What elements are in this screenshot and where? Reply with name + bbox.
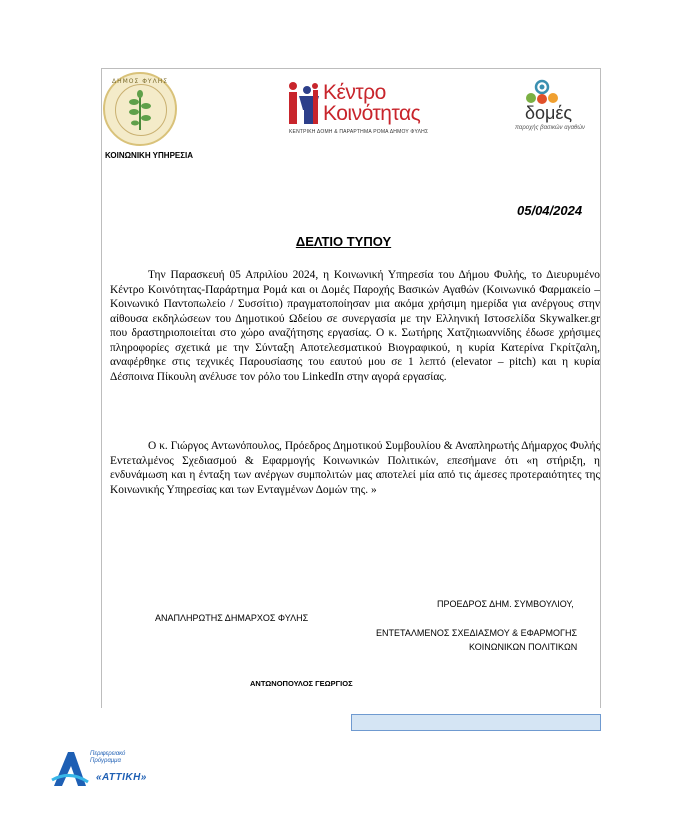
document-date: 05/04/2024 (517, 203, 583, 218)
attiki-program-logo (50, 742, 160, 798)
signature-line-3: ΕΝΤΕΤΑΛΜΕΝΟΣ ΣΧΕΔΙΑΣΜΟΥ & ΕΦΑΡΜΟΓΗΣ (376, 628, 578, 638)
kentro-title-line2: Κοινότητας (323, 102, 421, 125)
department-label: ΚΟΙΝΩΝΙΚΗ ΥΠΗΡΕΣΙΑ (105, 151, 194, 160)
signature-line-4: ΚΟΙΝΩΝΙΚΩΝ ΠΟΛΙΤΙΚΩΝ (469, 642, 578, 652)
paragraph-2: Ο κ. Γιώργος Αντωνόπουλος, Πρόεδρος Δημοτικού Συμβουλίου & Αναπληρωτής Δήμαρχος Φυλής Εντεταλμένος Σχεδιασμού & Εφαρμογής Κοινωνικών Πολιτικών, επεσήμανε ότι «η στήριξη, η ενδυνάμωση και η ένταξη των ανέργων συμπολιτών μας αποτελεί μία από τις άμεσες προτεραιότητες της Κοινωνικής Υπηρεσίας και των Ενταγμένων Δομών της. » (110, 440, 600, 496)
document-title-text: ΔΕΛΤΙΟ ΤΥΠΟΥ (295, 234, 392, 249)
domes-name: δομές (525, 103, 573, 123)
kentro-koinotitas-logo (285, 80, 455, 140)
signature-line-2: ΑΝΑΠΛΗΡΩΤΗΣ ΔΗΜΑΡΧΟΣ ΦΥΛΗΣ (155, 613, 309, 623)
people-icon (285, 80, 321, 126)
domes-logo (505, 78, 595, 140)
kentro-subtitle: ΚΕΝΤΡΙΚΗ ΔΟΜΗ & ΠΑΡΑΡΤΗΜΑ ΡΟΜΑ ΔΗΜΟΥ ΦΥΛΗΣ (289, 129, 429, 135)
municipality-seal-logo (103, 72, 177, 146)
attiki-a-icon (50, 746, 90, 792)
program-line-1: Περιφερειακό (90, 751, 126, 757)
program-line-2: Πρόγραμμα (90, 758, 121, 764)
signature-line-1: ΠΡΟΕΔΡΟΣ ΔΗΜ. ΣΥΜΒΟΥΛΙΟΥ, (437, 599, 574, 609)
signatory-name: ΑΝΤΩΝΟΠΟΥΛΟΣ ΓΕΩΡΓΙΟΣ (250, 679, 353, 688)
page-border-top (101, 68, 601, 69)
page-border-right (600, 68, 601, 708)
kentro-title-line1: Κέντρο (323, 81, 386, 104)
highlighted-box (351, 714, 601, 731)
document-title (0, 234, 691, 249)
page-border-left (101, 68, 102, 708)
domes-subtitle: παροχής βασικών αγαθών (515, 125, 585, 131)
tree-icon (105, 74, 175, 144)
program-name: «ΑΤΤΙΚΗ» (96, 772, 147, 783)
seal-text: ΔΗΜΟΣ ΦΥΛΗΣ (111, 78, 168, 85)
paragraph-1: Την Παρασκευή 05 Απριλίου 2024, η Κοινωνική Υπηρεσία του Δήμου Φυλής, το Διευρυμένο Κέντρο Κοινότητας-Παράρτημα Ρομά και οι Δομές Παροχής Βασικών Αγαθών (Κοινωνικό Φαρμακείο – Κοινωνικό Παντοπωλείο / Συσσίτιο) πραγματοποίησαν μια ακόμα χρήσιμη ημερίδα για ανέργους στην αίθουσα εκδηλώσεων του Δημοτικού Ωδείου σε συνεργασία με την Ελληνική Ιστοσελίδα Skywalker.gr που δραστηριοποιείται στο χώρο αναζήτησης εργασίας. Ο κ. Σωτήρης Χατζηιωαννίδης έδωσε χρήσιμες πληροφορίες σχετικά με την Σύνταξη Αποτελεσματικού Βιογραφικού, η κυρία Κατερίνα Γκρίτζαλη, αναφέρθηκε στις τεχνικές Παρουσίασης του εαυτού μου σε 1 λεπτό (elevator – pitch) και η κυρία Δέσποινα Πίκουλη ανέλυσε τον ρόλο του LinkedIn στην αγορά εργασίας. (110, 269, 600, 383)
domes-icon (505, 78, 595, 104)
